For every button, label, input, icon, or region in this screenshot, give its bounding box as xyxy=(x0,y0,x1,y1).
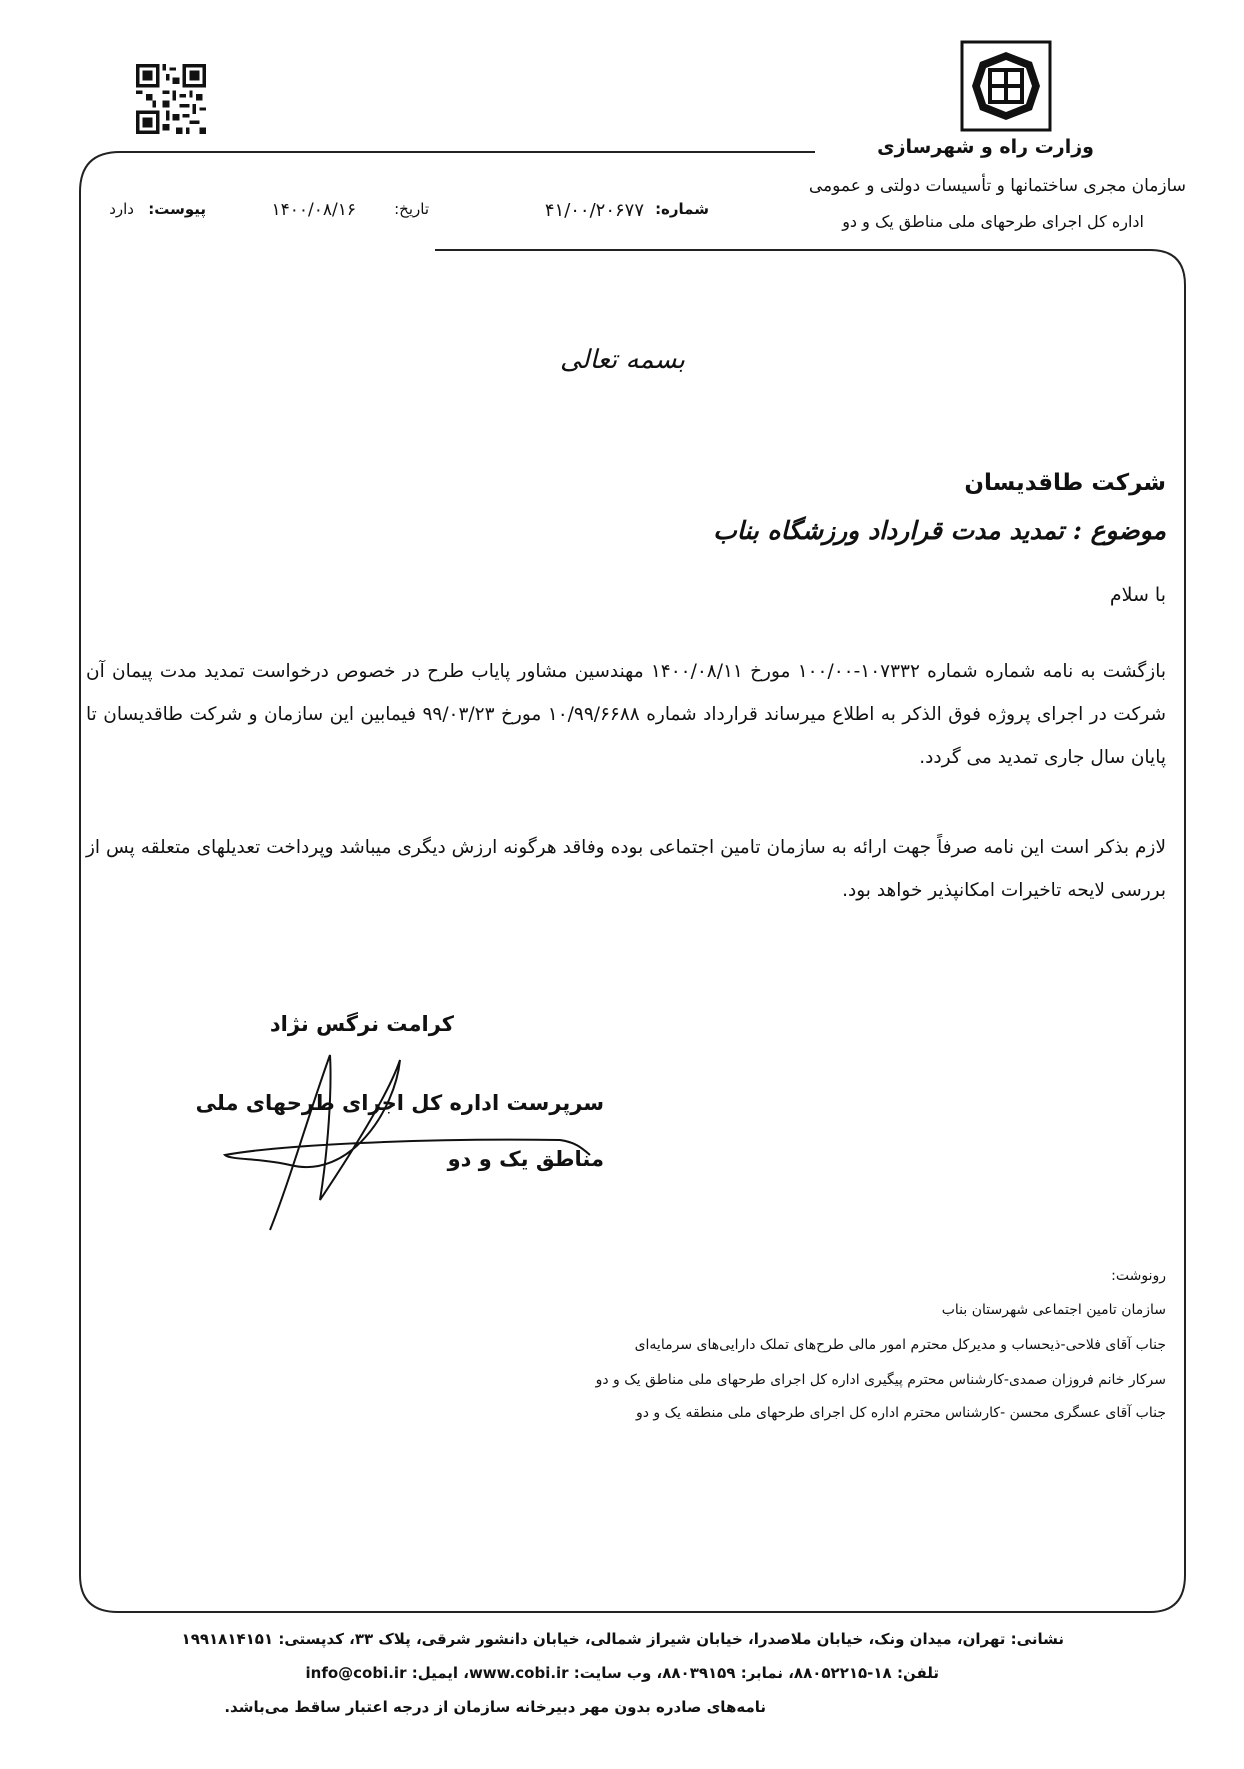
ministry-name: وزارت راه و شهرسازی xyxy=(877,136,1094,158)
number-value: ۴۱/۰۰/۲۰۶۷۷ xyxy=(544,200,644,221)
body-paragraph-2: لازم بذکر است این نامه صرفاً جهت ارائه به سازمان تامین اجتماعی بوده وفاقد هرگونه ارزش دیگری میباشد وپرداخت تعدیلهای متعلقه پس از بررسی لایحه تاخیرات امکانپذیر خواهد بود. xyxy=(86,837,1166,901)
basmala: بسمه تعالی xyxy=(560,345,685,375)
qr-code xyxy=(136,64,206,134)
department-name: اداره کل اجرای طرحهای ملی مناطق یک و دو xyxy=(842,212,1144,231)
attachment-label: پیوست: xyxy=(148,200,206,218)
signatory-name: کرامت نرگس نژاد xyxy=(269,1012,454,1036)
date-label: تاریخ: xyxy=(394,200,429,218)
cc-item: سازمان تامین اجتماعی شهرستان بناب xyxy=(941,1302,1166,1318)
subject: موضوع : تمدید مدت قرارداد ورزشگاه بناب xyxy=(713,516,1166,545)
footer-contact: تلفن: ۱۸-۸۸۰۵۲۲۱۵، نمابر: ۸۸۰۳۹۱۵۹، وب سایت: www.cobi.ir، ایمیل: info@cobi.ir xyxy=(305,1664,939,1682)
greeting: با سلام xyxy=(1109,584,1166,606)
handwritten-signature xyxy=(220,1030,600,1240)
cc-item: جناب آقای فلاحی-ذیحساب و مدیرکل محترم امور مالی طرح‌های تملک دارایی‌های سرمایه‌ای xyxy=(634,1337,1166,1353)
footer-address: نشانی: تهران، میدان ونک، خیابان ملاصدرا، خیابان شیراز شمالی، خیابان دانشور شرقی، پلاک ۳۳، کدپستی: ۱۹۹۱۸۱۴۱۵۱ xyxy=(181,1630,1064,1648)
recipient: شرکت طاقدیسان xyxy=(964,470,1166,496)
attachment-value: دارد xyxy=(109,200,134,218)
organization-name: سازمان مجری ساختمانها و تأسیسات دولتی و عمومی xyxy=(808,176,1186,196)
date-value: ۱۴۰۰/۰۸/۱۶ xyxy=(271,200,356,220)
body-paragraph-1: بازگشت به نامه شماره شماره ۱۰۷۳۳۲-۱۰۰/۰۰ مورخ ۱۴۰۰/۰۸/۱۱ مهندسین مشاور پایاب طرح در خصوص درخواست تمدید مدت پیمان آن شرکت در اجرای پروژه فوق الذکر به اطلاع میرساند قرارداد شماره ۱۰/۹۹/۶۶۸۸ مورخ ۹۹/۰۳/۲۳ فیمابین این سازمان و شرکت طاقدیسان تا پایان سال جاری تمدید می گردد. xyxy=(86,661,1166,768)
ministry-logo xyxy=(960,40,1052,132)
number-label: شماره: xyxy=(655,200,709,218)
cc-heading: رونوشت: xyxy=(1111,1268,1166,1284)
footer-notice: نامه‌های صادره بدون مهر دبیرخانه سازمان از درجه اعتبار ساقط می‌باشد. xyxy=(224,1698,766,1716)
cc-item: جناب آقای عسگری محسن -کارشناس محترم اداره کل اجرای طرحهای ملی منطقه یک و دو xyxy=(635,1405,1166,1421)
signatory-title: سرپرست اداره کل اجرای طرحهای ملی مناطق یک و دو xyxy=(195,1091,604,1171)
cc-item: سرکار خانم فروزان صمدی-کارشناس محترم پیگیری اداره کل اجرای طرحهای ملی مناطق یک و دو xyxy=(595,1372,1166,1388)
